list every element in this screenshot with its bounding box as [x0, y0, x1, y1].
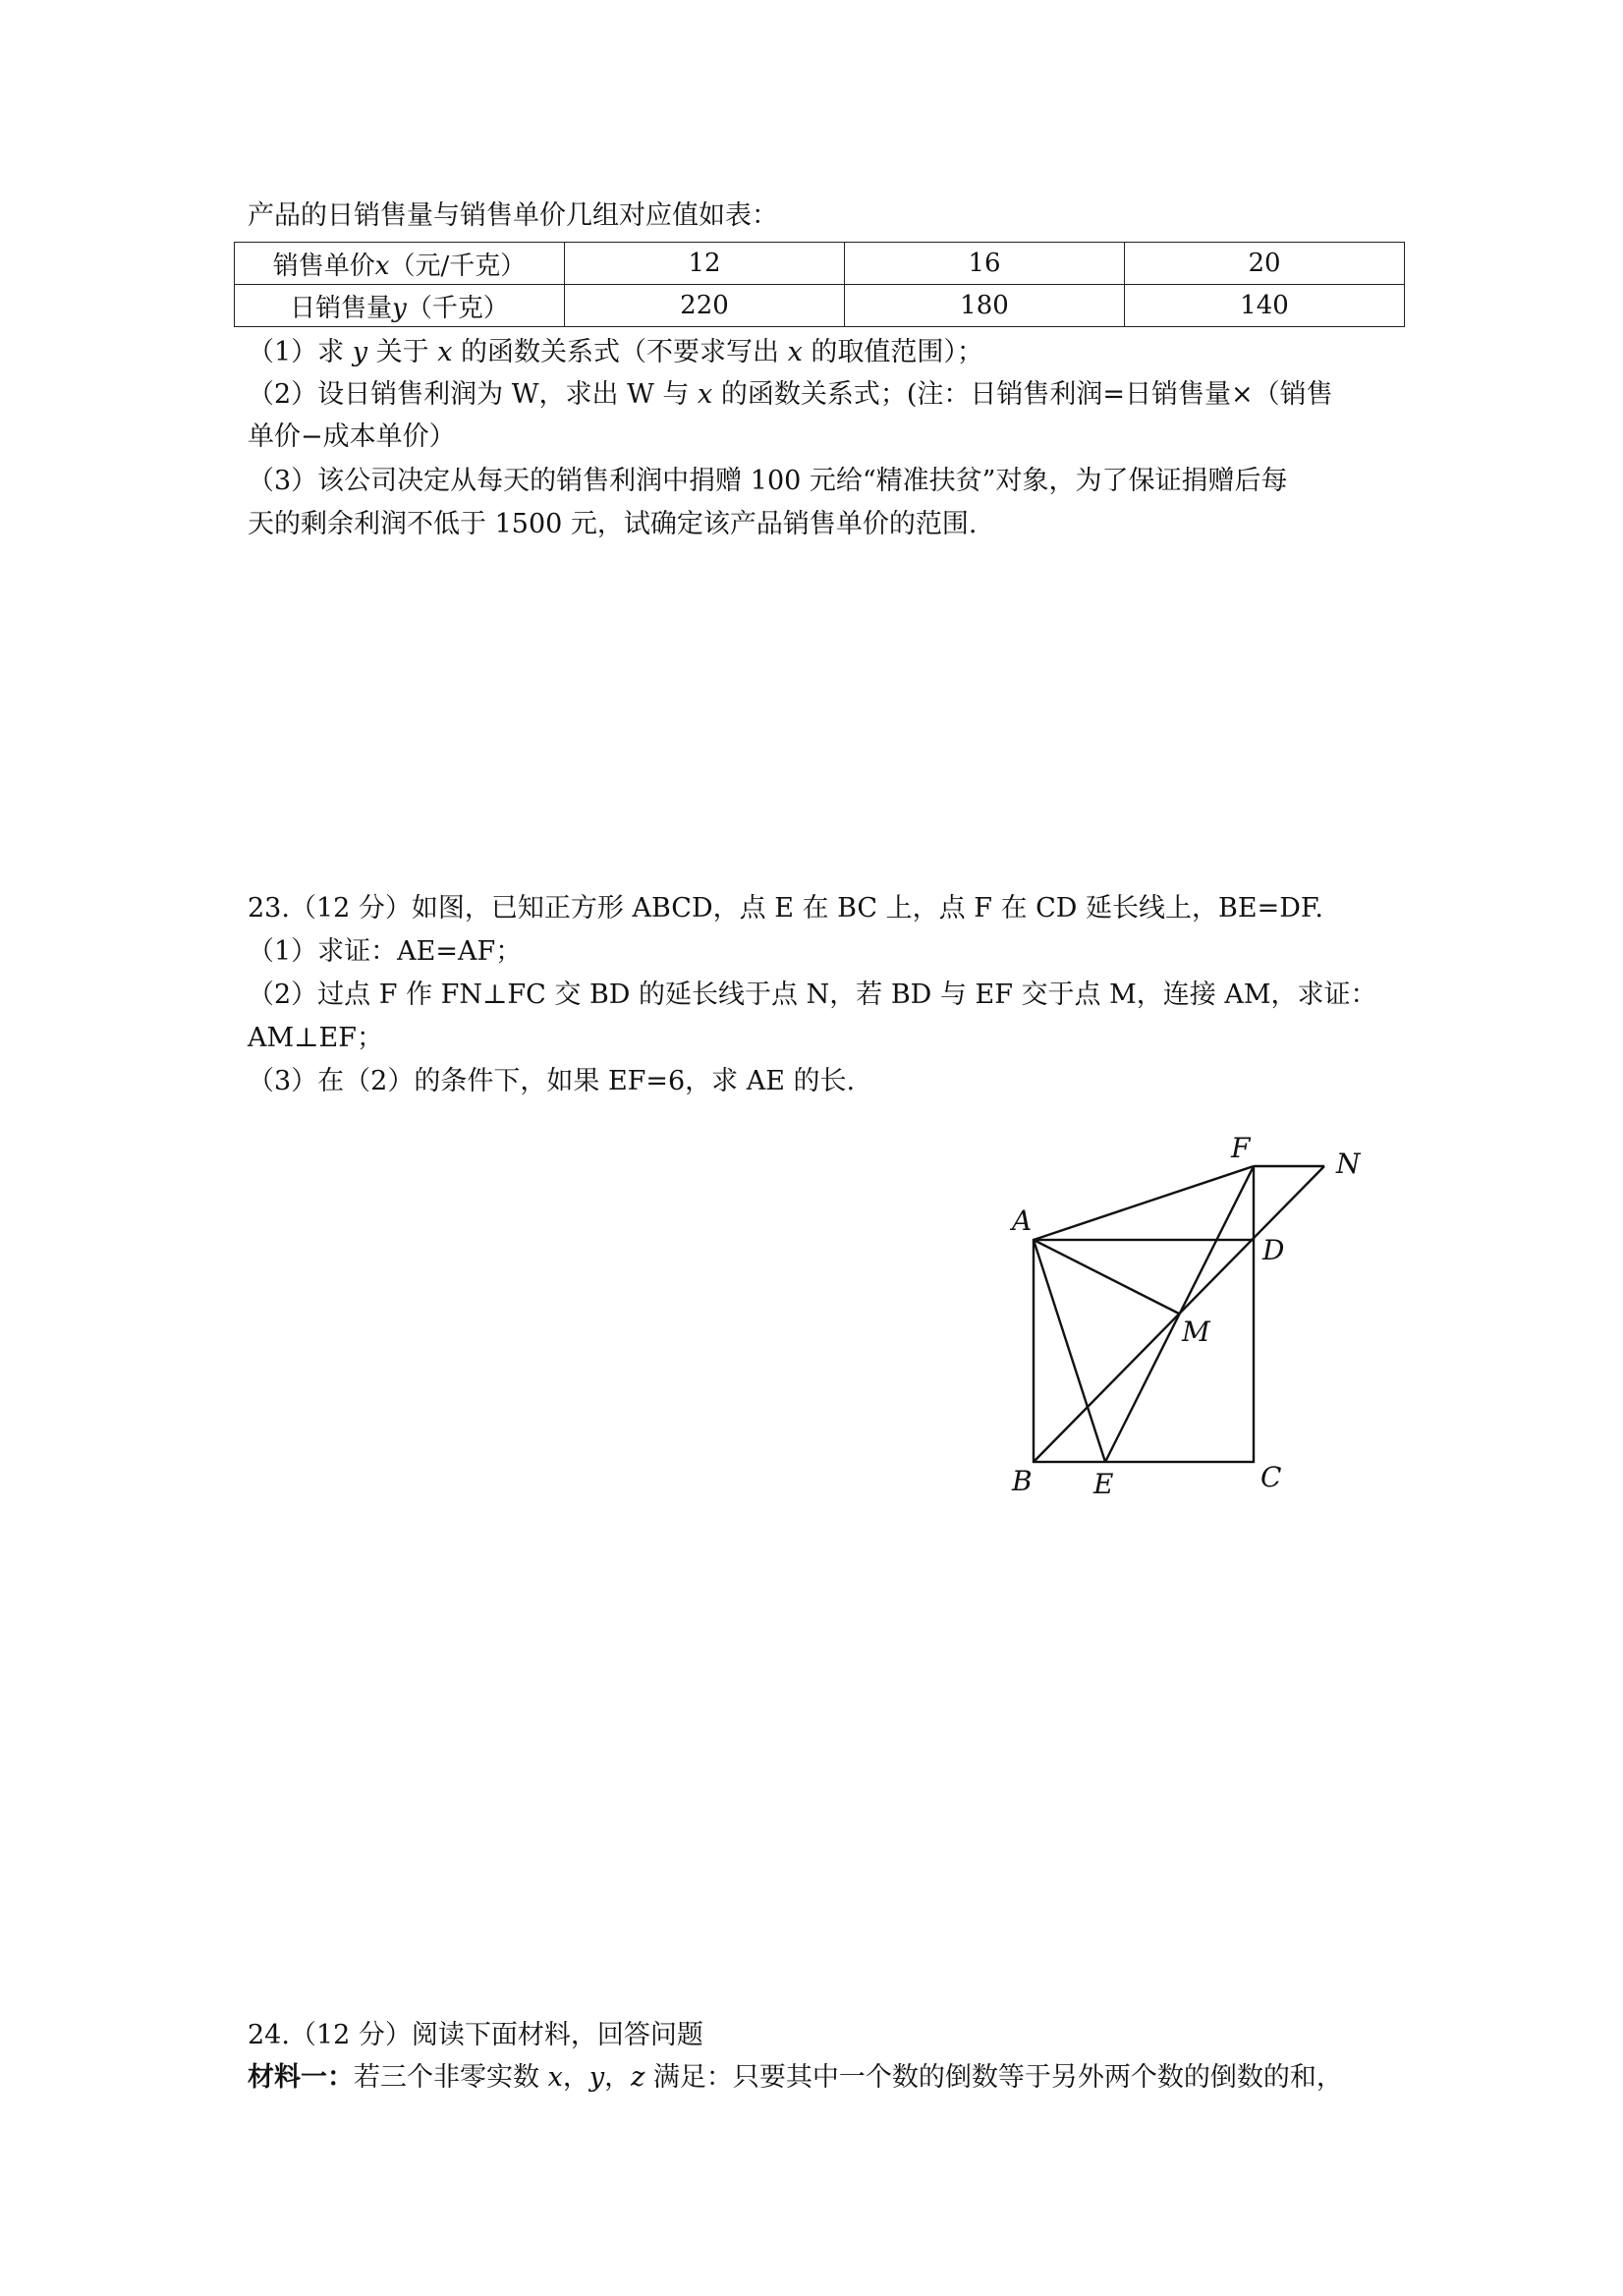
q22-part3-line1: （3）该公司决定从每天的销售利润中捐赠 100 元给“精准扶贫”对象，为了保证捐赠后每: [248, 466, 1288, 496]
label-a: A: [1012, 1204, 1033, 1237]
price-cell-1: 12: [565, 243, 845, 285]
table-row-volume: [235, 285, 1405, 327]
q22-intro: 产品的日销售量与销售单价几组对应值如表：: [248, 200, 778, 231]
figure-lines: [1034, 1166, 1324, 1462]
sales-table: [234, 242, 1405, 327]
geometry-figure: [982, 1130, 1415, 1503]
q24-title: 24.（12 分）阅读下面材料，回答问题: [248, 2020, 703, 2050]
q22-part2-line1: （2）设日销售利润为 W，求出 W 与 x 的函数关系式；(注：日销售利润=日销售量×（销售: [248, 379, 1333, 410]
q23-part3: （3）在（2）的条件下，如果 EF=6，求 AE 的长.: [248, 1066, 856, 1096]
volume-cell-1: 220: [565, 285, 845, 327]
volume-cell-2: 180: [845, 285, 1125, 327]
label-n: N: [1336, 1148, 1361, 1180]
q23-title: 23.（12 分）如图，已知正方形 ABCD，点 E 在 BC 上，点 F 在 CD 延长线上，BE=DF.: [248, 893, 1323, 924]
price-cell-2: 16: [845, 243, 1125, 285]
q23-part2-line2: AM⊥EF；: [248, 1023, 383, 1053]
segment-am: [1034, 1240, 1179, 1314]
q23-part2-line1: （2）过点 F 作 FN⊥FC 交 BD 的延长线于点 N，若 BD 与 EF 交于点 M，连接 AM，求证：: [248, 980, 1377, 1010]
label-d: D: [1262, 1234, 1285, 1266]
label-e: E: [1093, 1468, 1114, 1500]
segment-ef: [1105, 1166, 1254, 1462]
volume-header: 日销售量y（千克）: [235, 285, 565, 327]
table-row-price: [235, 243, 1405, 285]
label-b: B: [1012, 1465, 1033, 1497]
label-c: C: [1260, 1461, 1282, 1493]
volume-cell-3: 140: [1125, 285, 1405, 327]
q24-material-one: 材料一：若三个非零实数 x，y，z 满足：只要其中一个数的倒数等于另外两个数的倒数的和，: [248, 2062, 1343, 2093]
q22-part3-line2: 天的剩余利润不低于 1500 元，试确定该产品销售单价的范围.: [248, 509, 978, 539]
q22-part1: （1）求 y 关于 x 的函数关系式（不要求写出 x 的取值范围）；: [248, 337, 983, 367]
price-header: 销售单价x（元/千克）: [235, 243, 565, 285]
q23-part1: （1）求证：AE=AF；: [248, 936, 523, 967]
segment-af: [1034, 1166, 1254, 1240]
price-cell-3: 20: [1125, 243, 1405, 285]
q22-part2-line2: 单价−成本单价）: [248, 421, 456, 452]
label-f: F: [1231, 1132, 1251, 1164]
segment-ae: [1034, 1240, 1105, 1462]
label-m: M: [1182, 1316, 1210, 1348]
